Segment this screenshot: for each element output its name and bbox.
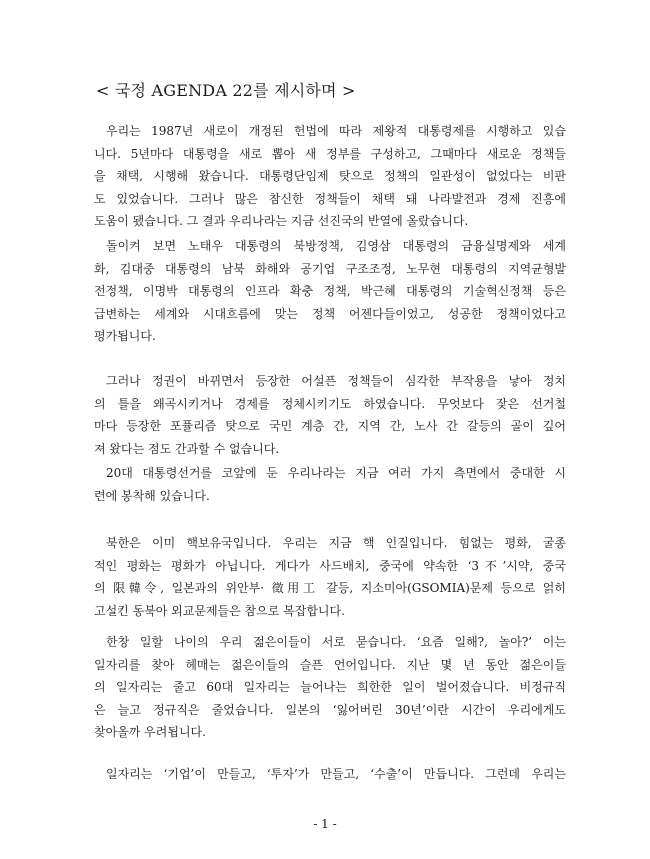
paragraph-line: 전정책, 이명박 대통령의 인프라 확충 정책, 박근혜 대통령의 기술혁신정책 등은	[94, 284, 566, 298]
paragraph-line: 우리는 1987년 새로이 개정된 헌법에 따라 제왕적 대통령제를 시행하고 있습	[106, 124, 566, 138]
paragraph-line: 마다 등장한 포퓰리즘 탓으로 국민 계층 간, 지역 간, 노사 간 갈등의 골이 깊어	[94, 419, 566, 433]
paragraph-line: 적인 평화는 평화가 아닙니다. 게다가 사드배치, 중국에 약속한 ‘3不’시약, 중국	[94, 558, 566, 573]
paragraph-line: 고설킨 동북아 외교문제들은 참으로 복잡합니다.	[94, 603, 345, 618]
paragraph-7	[94, 763, 566, 786]
paragraph-line: 져 왔다는 점도 간과할 수 없습니다.	[94, 441, 280, 456]
paragraph-line: 돌이켜 보면 노태우 대통령의 북방정책, 김영삼 대통령의 금융실명제와 세계	[106, 239, 566, 253]
page-number: - 1 -	[313, 817, 337, 831]
paragraph-line: 도움이 됐습니다. 그 결과 우리나라는 지금 선진국의 반열에 올랐습니다.	[94, 214, 469, 228]
paragraph-line: 은 늘고 정규직은 줄었습니다. 일본의 ‘잃어버린 30년’이란 시간이 우리에게도	[94, 702, 566, 717]
paragraph-line: 을 채택, 시행해 왔습니다. 대통령단임제 탓으로 정책의 일관성이 없었다는 비판	[94, 169, 566, 183]
paragraph-line: 한창 일할 나이의 우리 젊은이들이 서로 묻습니다. ‘요즘 일해?, 놀아?’ 이는	[106, 635, 566, 649]
paragraph-line: 화, 김대중 대통령의 남북 화해와 공기업 구조조정, 노무현 대통령의 지역균형발	[94, 261, 566, 276]
paragraph-line: 도 있었습니다. 그러나 많은 참신한 정책들이 채택 돼 나라발전과 경제 진흥에	[94, 191, 566, 206]
paragraph-line: 평가됩니다.	[94, 329, 156, 343]
paragraph-1	[94, 120, 566, 233]
paragraph-line: 일자리를 찾아 헤매는 젊은이들의 슬픈 언어입니다. 지난 몇 년 동안 젊은이들	[94, 657, 566, 672]
paragraph-4	[94, 462, 566, 507]
paragraph-5	[94, 532, 566, 622]
paragraph-line: 니다. 5년마다 대통령을 새로 뽑아 새 정부를 구성하고, 그때마다 새로운 정책들	[94, 146, 566, 161]
paragraph-3	[94, 370, 566, 460]
paragraph-line: 의 限韓令, 일본과의 위안부· 徵用工 갈등, 지소미아(GSOMIA)문제 등으로 얽히	[94, 581, 566, 595]
paragraph-line: 20대 대통령선거를 코앞에 둔 우리나라는 지금 여러 가지 측면에서 중대한 시	[106, 466, 566, 480]
document-title: < 국정 AGENDA 22를 제시하며 >	[96, 81, 356, 100]
paragraph-6	[94, 631, 566, 744]
paragraph-2	[94, 235, 566, 348]
paragraph-line: 의 일자리는 줄고 60대 일자리는 늘어나는 희한한 일이 벌어졌습니다. 비정규직	[94, 680, 566, 694]
paragraph-line: 찾아올까 우려됩니다.	[94, 725, 206, 739]
paragraph-line: 련에 봉착해 있습니다.	[94, 488, 210, 503]
paragraph-line: 일자리는 ‘기업’이 만들고, ‘투자’가 만들고, ‘수출’이 만듭니다. 그런데 우리는	[106, 767, 566, 781]
paragraph-line: 의 틀을 왜곡시키거나 경제를 정체시키기도 하였습니다. 무엇보다 잦은 선거철	[94, 396, 566, 411]
paragraph-line: 그러나 정권이 바뀌면서 등장한 어설픈 정책들이 심각한 부작용을 낳아 정치	[106, 374, 566, 388]
paragraph-line: 급변하는 세계와 시대흐름에 맞는 정책 어젠다들이었고, 성공한 정책이었다고	[94, 306, 566, 321]
paragraph-line: 북한은 이미 핵보유국입니다. 우리는 지금 핵 인질입니다. 힘없는 평화, 굴종	[106, 536, 566, 550]
